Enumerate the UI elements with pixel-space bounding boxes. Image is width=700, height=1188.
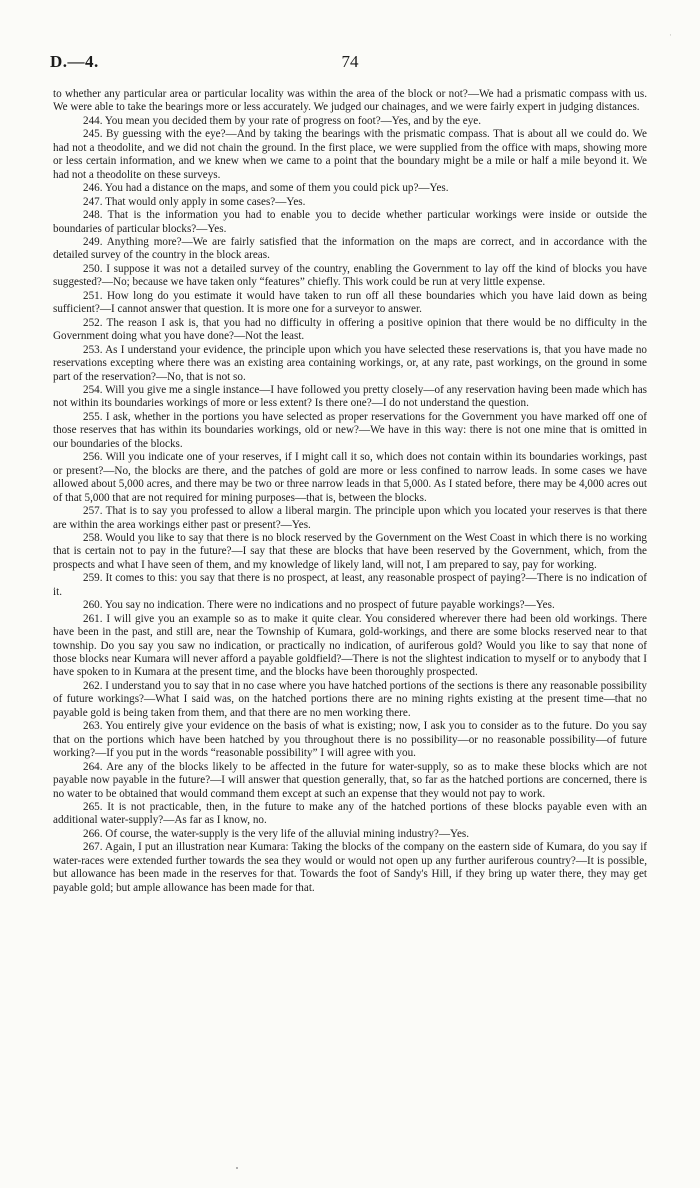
paragraph: 248. That is the information you had to enable you to decide whether particular workings were inside or outside the boundaries of particular blocks?—Yes. [53, 209, 647, 235]
paragraph: 264. Are any of the blocks likely to be affected in the future for water-supply, so as to make these blocks which are not payable now payable in the future?—I will answer that question generally, that, so far as the hatched portions are concerned, there is no water to be obtained that would command them except at such an expense that they would not pay to work. [53, 760, 647, 800]
paragraph: 252. The reason I ask is, that you had no difficulty in offering a positive opinion that there would be no difficulty in the Government doing what you have done?—Not the least. [53, 316, 647, 343]
margin-mark: · [669, 30, 672, 40]
paragraph: 245. By guessing with the eye?—And by taking the bearings with the prismatic compass. That is about all we could do. We had not a theodolite, and we did not chain the ground. In the first place, we were supplied from the office with maps, showing more or less certain information, and we knew when we came to a point that the boundary might be a mile or half a mile beyond it. We had not a theodolite on these surveys. [53, 128, 647, 181]
paragraph: 263. You entirely give your evidence on the basis of what is existing; now, I ask you to consider as to the future. Do you say that on the portions which have been hatched by you throughout there is no possibility—or no reasonable possibility—of future working?—If you put in the words “reasonable possibility” I will agree with you. [53, 720, 647, 760]
paragraph: 265. It is not practicable, then, in the future to make any of the hatched portions of these blocks payable even with an additional water-supply?—As far as I know, no. [53, 801, 647, 827]
page-number: 74 [341, 52, 359, 71]
paragraph: 254. Will you give me a single instance—I have followed you pretty closely—of any reservation having been made which has not within its boundaries workings of more or less extent? Is there one?—I do not understand the question. [53, 383, 647, 410]
paragraph: 253. As I understand your evidence, the principle upon which you have selected these reservations is, that you have made no reservations excepting where there was an existing area containing workings, or, at any rate, past workings, on the ground in some part of the reservation?—No, that is not so. [53, 343, 647, 383]
paragraph: 258. Would you like to say that there is no block reserved by the Government on the West Coast in which there is no working that is certain not to pay in the future?—I say that these are blocks that have been reserved by the Government, which, from the prospects and what I have seen of them, and my knowledge of likely land, will not, I am prepared to say, pay for working. [53, 531, 647, 571]
paragraph: 267. Again, I put an illustration near Kumara: Taking the blocks of the company on the eastern side of Kumara, do you say if water-races were extended further towards the sea they would or would not open up any further auriferous country?—It is possible, but allowance has been made in the reserves for that. Towards the foot of Sandy's Hill, if they bring up water there, they may get payable gold; but ample allowance has been made for that. [53, 841, 647, 894]
document-reference: D.—4. [50, 52, 99, 71]
paragraph: 246. You had a distance on the maps, and some of them you could pick up?—Yes. [83, 182, 449, 195]
paragraph: 247. That would only apply in some cases?—Yes. [83, 195, 306, 208]
stray-mark [236, 1167, 238, 1169]
page-header [50, 52, 650, 76]
paragraph: 259. It comes to this: you say that there is no prospect, at least, any reasonable prospect of paying?—There is no indication of it. [53, 572, 647, 598]
paragraph: 249. Anything more?—We are fairly satisfied that the information on the maps are correct, and in accordance with the detailed survey of the country in the block areas. [53, 235, 647, 262]
paragraph: 257. That is to say you professed to allow a liberal margin. The principle upon which you located your reserves is that there are within the area workings either past or present?—Yes. [53, 505, 647, 531]
paragraph: 244. You mean you decided them by your rate of progress on foot?—Yes, and by the eye. [83, 114, 481, 127]
paragraph: 255. I ask, whether in the portions you have selected as proper reservations for the Government you have marked off one of those reserves that has within its boundaries workings, old or new?—We have in this way: there is not one mine that is omitted in our boundaries of the blocks. [53, 410, 647, 450]
paragraph: 250. I suppose it was not a detailed survey of the country, enabling the Government to lay off the kind of blocks you have suggested?—No; because we have taken only “features” chiefly. This work could be run at very little expense. [53, 262, 647, 289]
paragraph: 256. Will you indicate one of your reserves, if I might call it so, which does not contain within its boundaries workings, past or present?—No, the blocks are there, and the patches of gold are more or less confined to narrow leads. In some cases we have allowed about 5,000 acres, and there may be two or three narrow leads in that 5,000. As I stated before, there may be 4,000 acres out of that 5,000 that are not required for mining purposes—that is, between the blocks. [53, 451, 647, 504]
paragraph: 260. You say no indication. There were no indications and no prospect of future payable workings?—Yes. [83, 599, 555, 612]
paragraph: to whether any particular area or particular locality was within the area of the block or not?—We had a prismatic compass with us. We were able to take the bearings more or less accurately. We judged our chainages, and we were fairly expert in judging distances. [53, 88, 647, 114]
body-text [53, 88, 647, 895]
paragraph: 251. How long do you estimate it would have taken to run off all these boundaries which you have laid down as being sufficient?—I cannot answer that question. It is more one for a surveyor to answer. [53, 289, 647, 316]
paragraph: 261. I will give you an example so as to make it quite clear. You considered wherever there had been old workings. There have been in the past, and still are, near the Township of Kumara, gold-workings, and there are some blocks reserved near to that township. Do you say you saw no indication, or practically no indication, of auriferous gold? Would you like to say that none of those blocks near Kumara will never afford a payable goldfield?—There is not the slightest indication to myself or to anybody that I have spoken to in Kumara at the present time, and the blocks have been thoroughly prospected. [53, 612, 647, 679]
paragraph: 266. Of course, the water-supply is the very life of the alluvial mining industry?—Yes. [83, 827, 470, 840]
paragraph: 262. I understand you to say that in no case where you have hatched portions of the sections is there any reasonable possibility of future workings?—What I said was, on the hatched portions there are no mining rights existing at the present time—that no payable gold is being taken from them, and that there are no men working there. [53, 679, 648, 719]
